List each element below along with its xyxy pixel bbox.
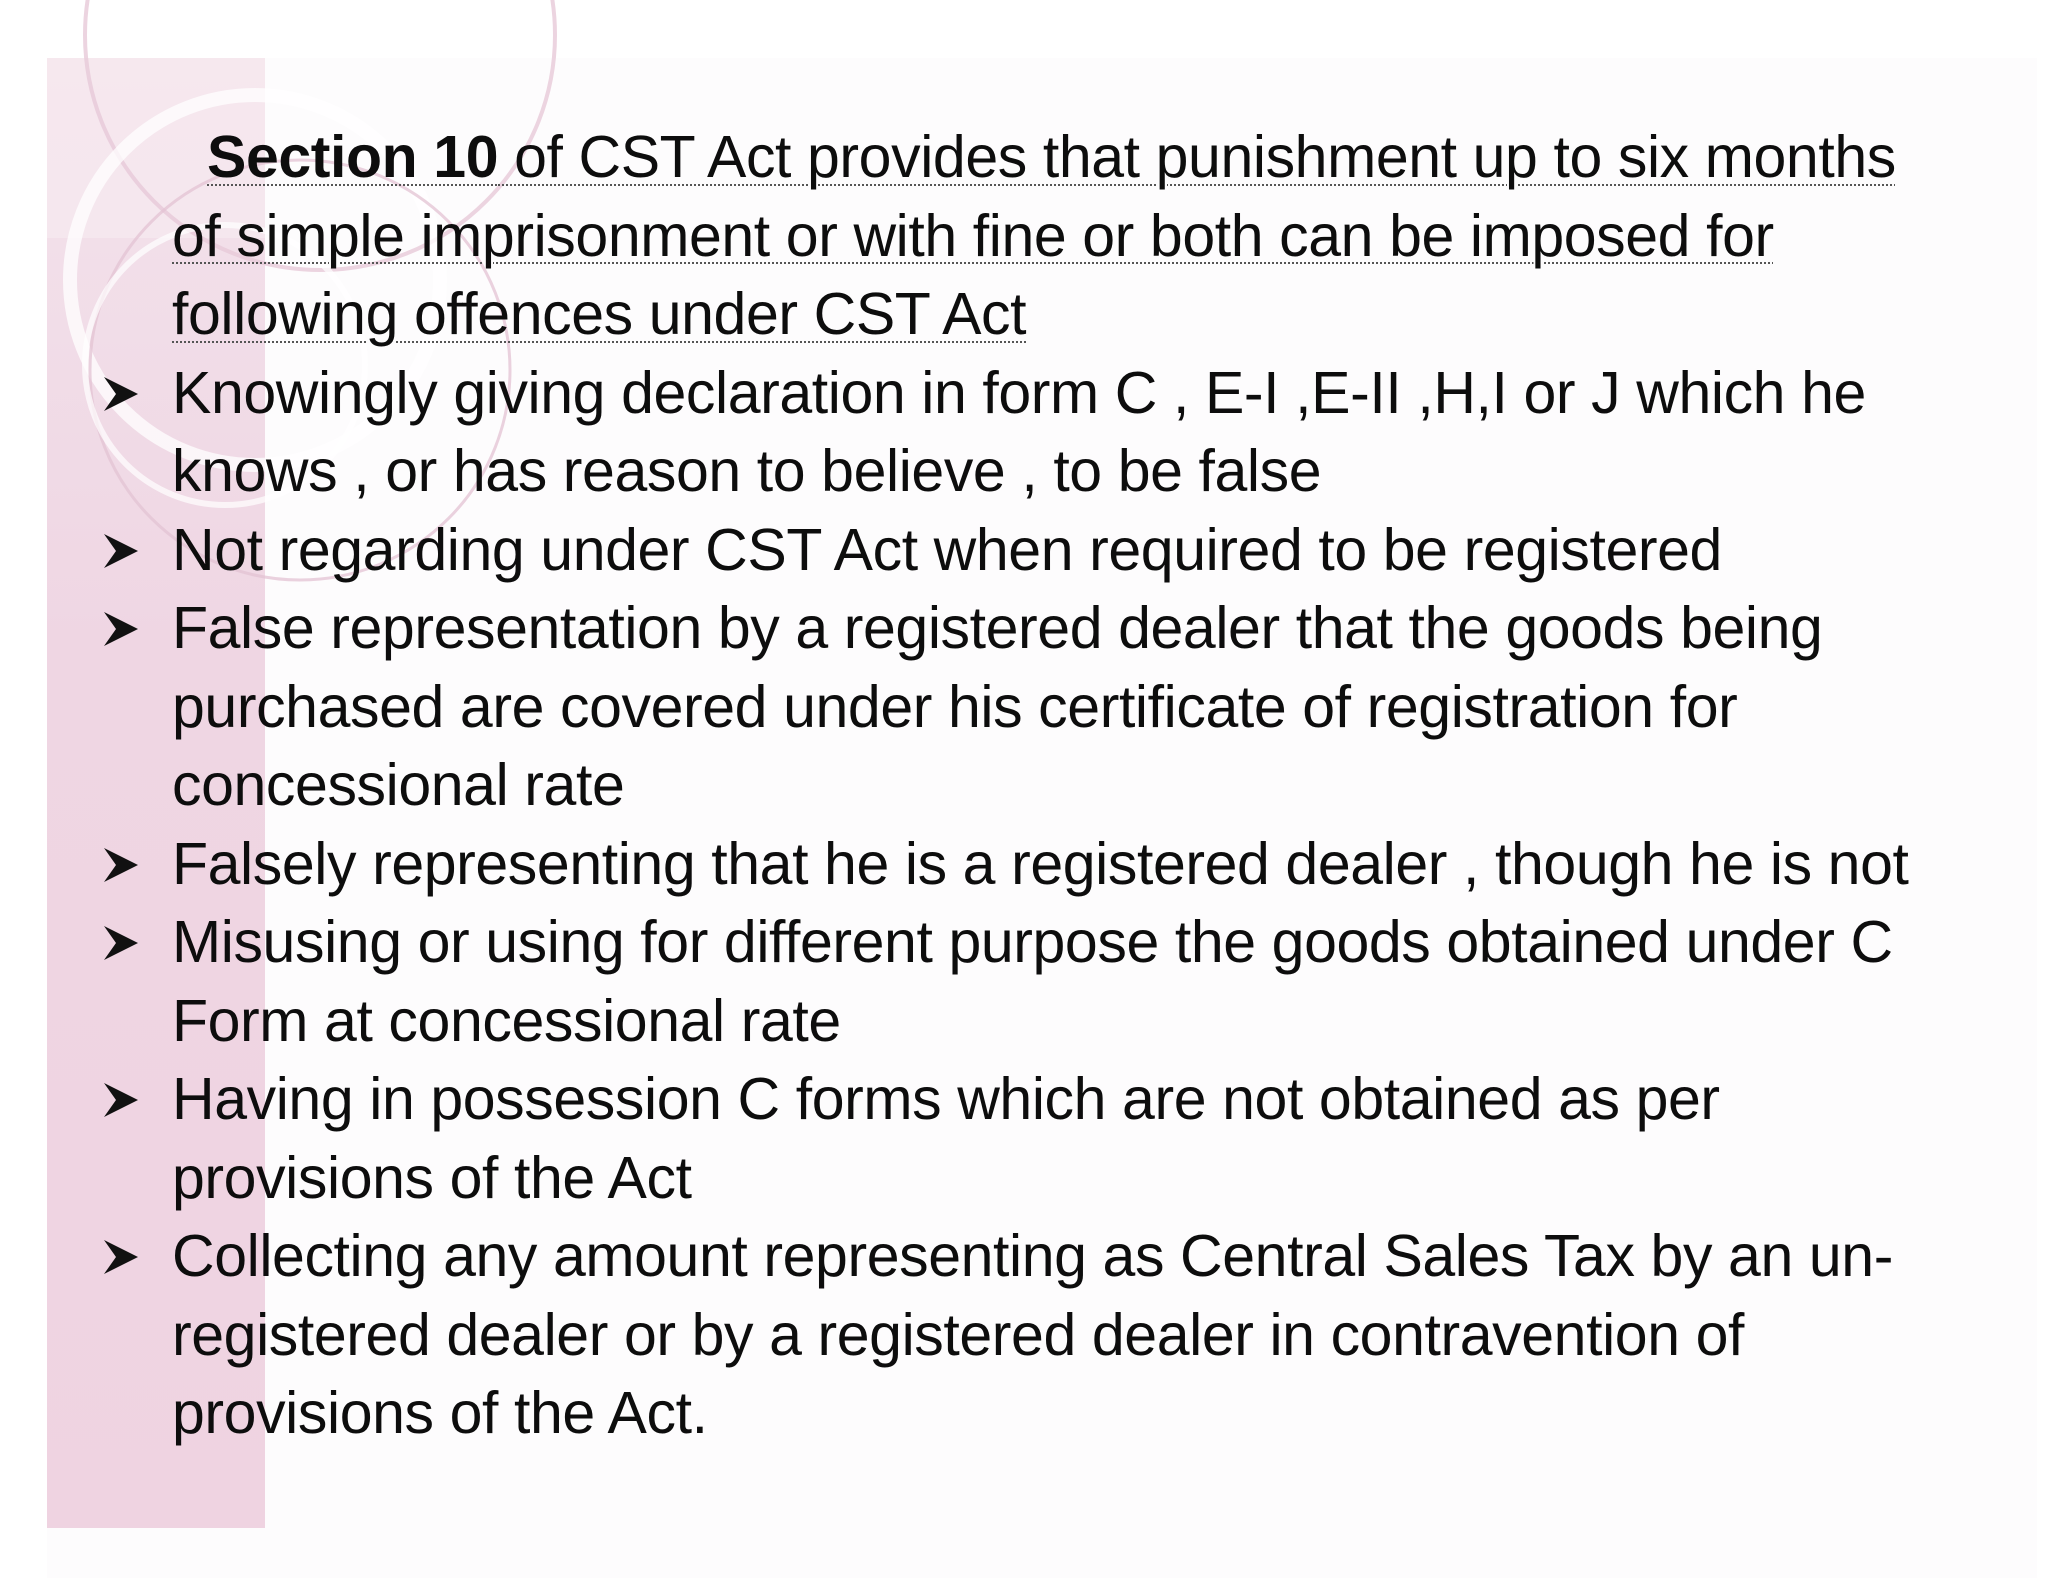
list-item <box>98 903 1958 1060</box>
list-item-text: Falsely representing that he is a registered dealer , though he is not <box>172 830 1909 897</box>
arrowhead-bullet-icon <box>102 1081 140 1119</box>
list-item <box>98 354 1958 511</box>
list-item-text: Knowingly giving declaration in form C , E-I ,E-II ,H,I or J which he knows , or has reason to believe , to be false <box>172 359 1866 504</box>
list-item-text: Not regarding under CST Act when required to be registered <box>172 516 1722 583</box>
list-item <box>98 825 1958 904</box>
intro-text: of CST Act provides that punishment up to six months of simple imprisonment or with fine or both can be imposed for following offences under CST Act <box>172 124 1896 347</box>
arrowhead-bullet-icon <box>102 375 140 413</box>
arrowhead-bullet-icon <box>102 1238 140 1276</box>
section-heading: Section 10 <box>207 124 499 190</box>
list-item <box>98 1060 1958 1217</box>
arrowhead-bullet-icon <box>102 610 140 648</box>
list-item-text: False representation by a registered dealer that the goods being purchased are covered under his certificate of registration for concessional rate <box>172 595 1823 818</box>
offence-list <box>98 354 1958 1453</box>
list-item <box>98 511 1958 590</box>
list-item-text: Collecting any amount representing as Central Sales Tax by an un-registered dealer or by a registered dealer in contravention of provisions of the Act. <box>172 1223 1893 1446</box>
arrowhead-bullet-icon <box>102 846 140 884</box>
list-item-text: Having in possession C forms which are not obtained as per provisions of the Act <box>172 1066 1720 1211</box>
list-item <box>98 589 1958 825</box>
list-item <box>98 1217 1958 1453</box>
intro-paragraph <box>98 118 1958 354</box>
arrowhead-bullet-icon <box>102 532 140 570</box>
arrowhead-bullet-icon <box>102 924 140 962</box>
slide-content <box>98 118 1958 1453</box>
list-item-text: Misusing or using for different purpose the goods obtained under C Form at concessional rate <box>172 909 1893 1054</box>
